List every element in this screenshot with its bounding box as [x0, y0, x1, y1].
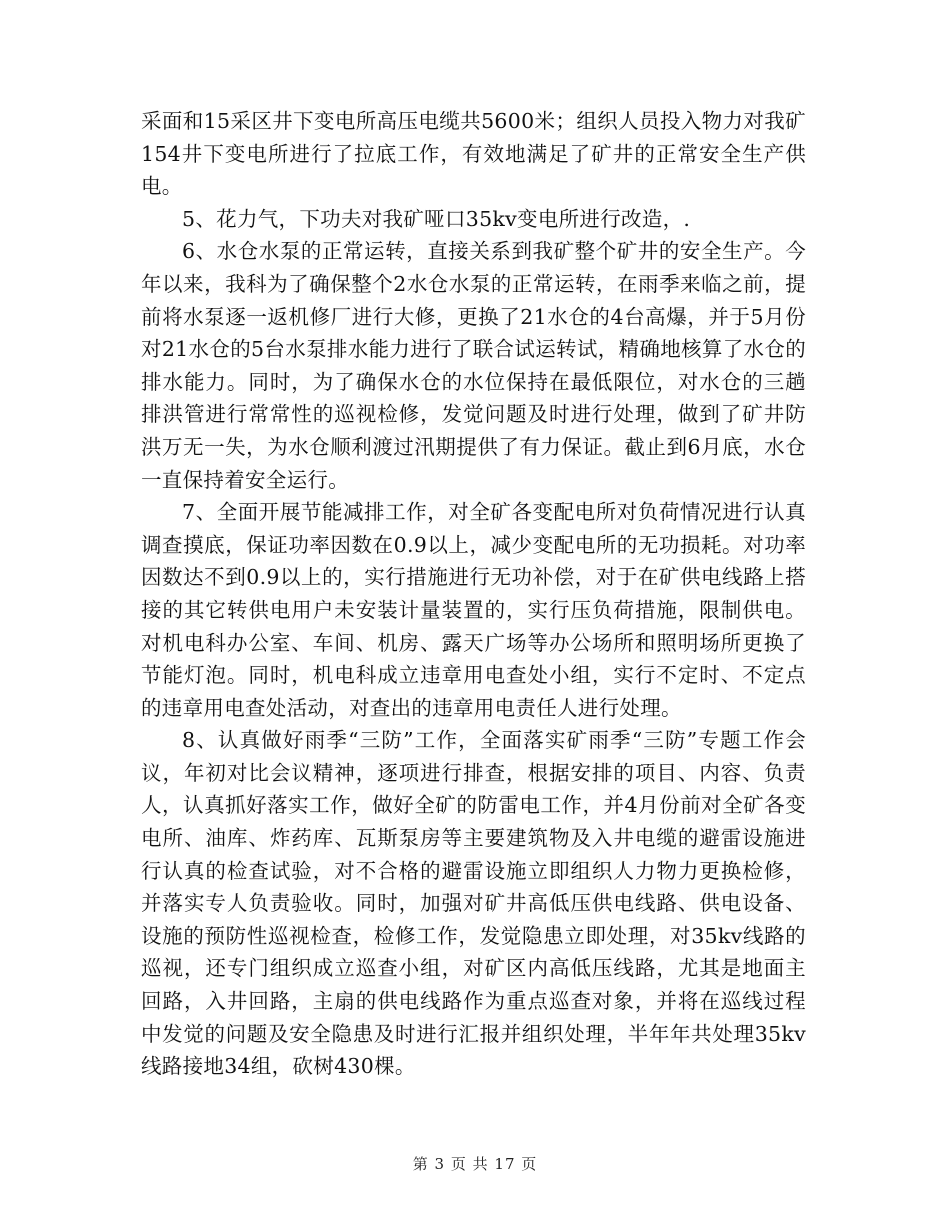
- footer-page-word: 页: [450, 1155, 467, 1173]
- total-pages-number: 17: [494, 1155, 516, 1173]
- footer-prefix: 第: [412, 1155, 429, 1173]
- current-page-number: 3: [434, 1155, 446, 1173]
- footer-total-word: 共: [472, 1155, 489, 1173]
- paragraph: 6、水仓水泵的正常运转，直接关系到我矿整个矿井的安全生产。今年以来，我科为了确保整个2水仓水泵的正常运转，在雨季来临之前，提前将水泵逐一返机修厂进行大修，更换了21水仓的4台高爆，并于5月份对21水仓的5台水泵排水能力进行了联合试运转试，精确地核算了水仓的排水能力。同时，为了确保水仓的水位保持在最低限位，对水仓的三趟排洪管进行常常性的巡视检修，发觉问题及时进行处理，做到了矿井防洪万无一失，为水仓顺利渡过汛期提供了有力保证。截止到6月底，水仓一直保持着安全运行。: [141, 239, 806, 492]
- paragraph: 7、全面开展节能减排工作，对全矿各变配电所对负荷情况进行认真调查摸底，保证功率因数在0.9以上，减少变配电所的无功损耗。对功率因数达不到0.9以上的，实行措施进行无功补偿，对于在矿供电线路上搭接的其它转供电用户未安装计量装置的，实行压负荷措施，限制供电。对机电科办公室、车间、机房、露天广场等办公场所和照明场所更换了节能灯泡。同时，机电科成立违章用电查处小组，实行不定时、不定点的违章用电查处活动，对查出的违章用电责任人进行处理。: [141, 500, 806, 720]
- paragraph: 5、花力气，下功夫对我矿哑口35kv变电所进行改造，.: [182, 206, 691, 231]
- footer-page-end: 页: [521, 1155, 538, 1173]
- paragraph: 8、认真做好雨季“三防”工作，全面落实矿雨季“三防”专题工作会议，年初对比会议精神，逐项进行排查，根据安排的项目、内容、负责人，认真抓好落实工作，做好全矿的防雷电工作，并4月份前对全矿各变电所、油库、炸药库、瓦斯泵房等主要建筑物及入井电缆的避雷设施进行认真的检查试验，对不合格的避雷设施立即组织人力物力更换检修，并落实专人负责验收。同时，加强对矿井高低压供电线路、供电设备、设施的预防性巡视检查，检修工作，发觉隐患立即处理，对35kv线路的巡视，还专门组织成立巡查小组，对矿区内高低压线路，尤其是地面主回路，入井回路，主扇的供电线路作为重点巡查对象，并将在巡线过程中发觉的问题及安全隐患及时进行汇报并组织处理，半年年共处理35kv线路接地34组，砍树430棵。: [141, 728, 806, 1079]
- paragraph: 采面和15采区井下变电所高压电缆共5600米；组织人员投入物力对我矿154井下变电所进行了拉底工作，有效地满足了矿井的正常安全生产供电。: [141, 109, 806, 199]
- page-footer: [0, 1153, 950, 1174]
- document-body: [141, 105, 806, 1083]
